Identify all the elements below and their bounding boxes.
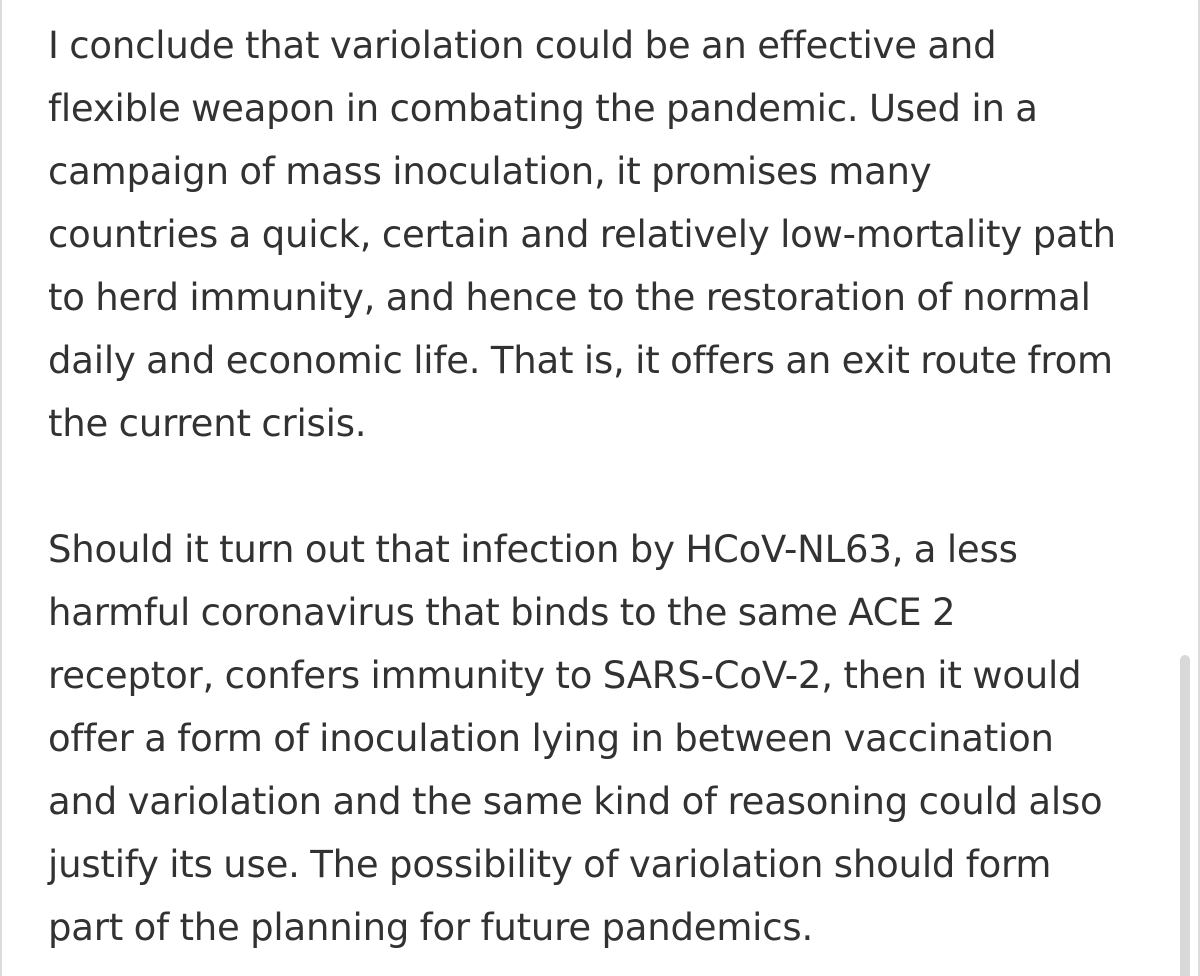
paragraph-line: part of the planning for future pandemics. [48, 906, 814, 949]
paragraph-line: campaign of mass inoculation, it promises many [48, 150, 932, 193]
vertical-scrollbar[interactable] [1182, 0, 1194, 976]
scrollbar-thumb[interactable] [1180, 655, 1190, 976]
paragraph-line: flexible weapon in combating the pandemic. Used in a [48, 87, 1038, 130]
paragraph-line: receptor, confers immunity to SARS-CoV-2, then it would [48, 654, 1082, 697]
paragraph-line: the current crisis. [48, 402, 367, 445]
paragraph-line: justify its use. The possibility of variolation should form [48, 843, 1052, 886]
paragraph-line: offer a form of inoculation lying in between vaccination [48, 717, 1054, 760]
paragraph-line: countries a quick, certain and relatively low-mortality path [48, 213, 1116, 256]
conclusion-paragraph-1 [48, 14, 1163, 455]
article-body [48, 14, 1163, 959]
conclusion-paragraph-2 [48, 518, 1163, 959]
paragraph-line: I conclude that variolation could be an effective and [48, 24, 997, 67]
paragraph-line: harmful coronavirus that binds to the same ACE 2 [48, 591, 956, 634]
paragraph-line: to herd immunity, and hence to the restoration of normal [48, 276, 1091, 319]
paragraph-line: Should it turn out that infection by HCoV-NL63, a less [48, 528, 1018, 571]
paragraph-line: daily and economic life. That is, it offers an exit route from [48, 339, 1113, 382]
paragraph-line: and variolation and the same kind of reasoning could also [48, 780, 1103, 823]
